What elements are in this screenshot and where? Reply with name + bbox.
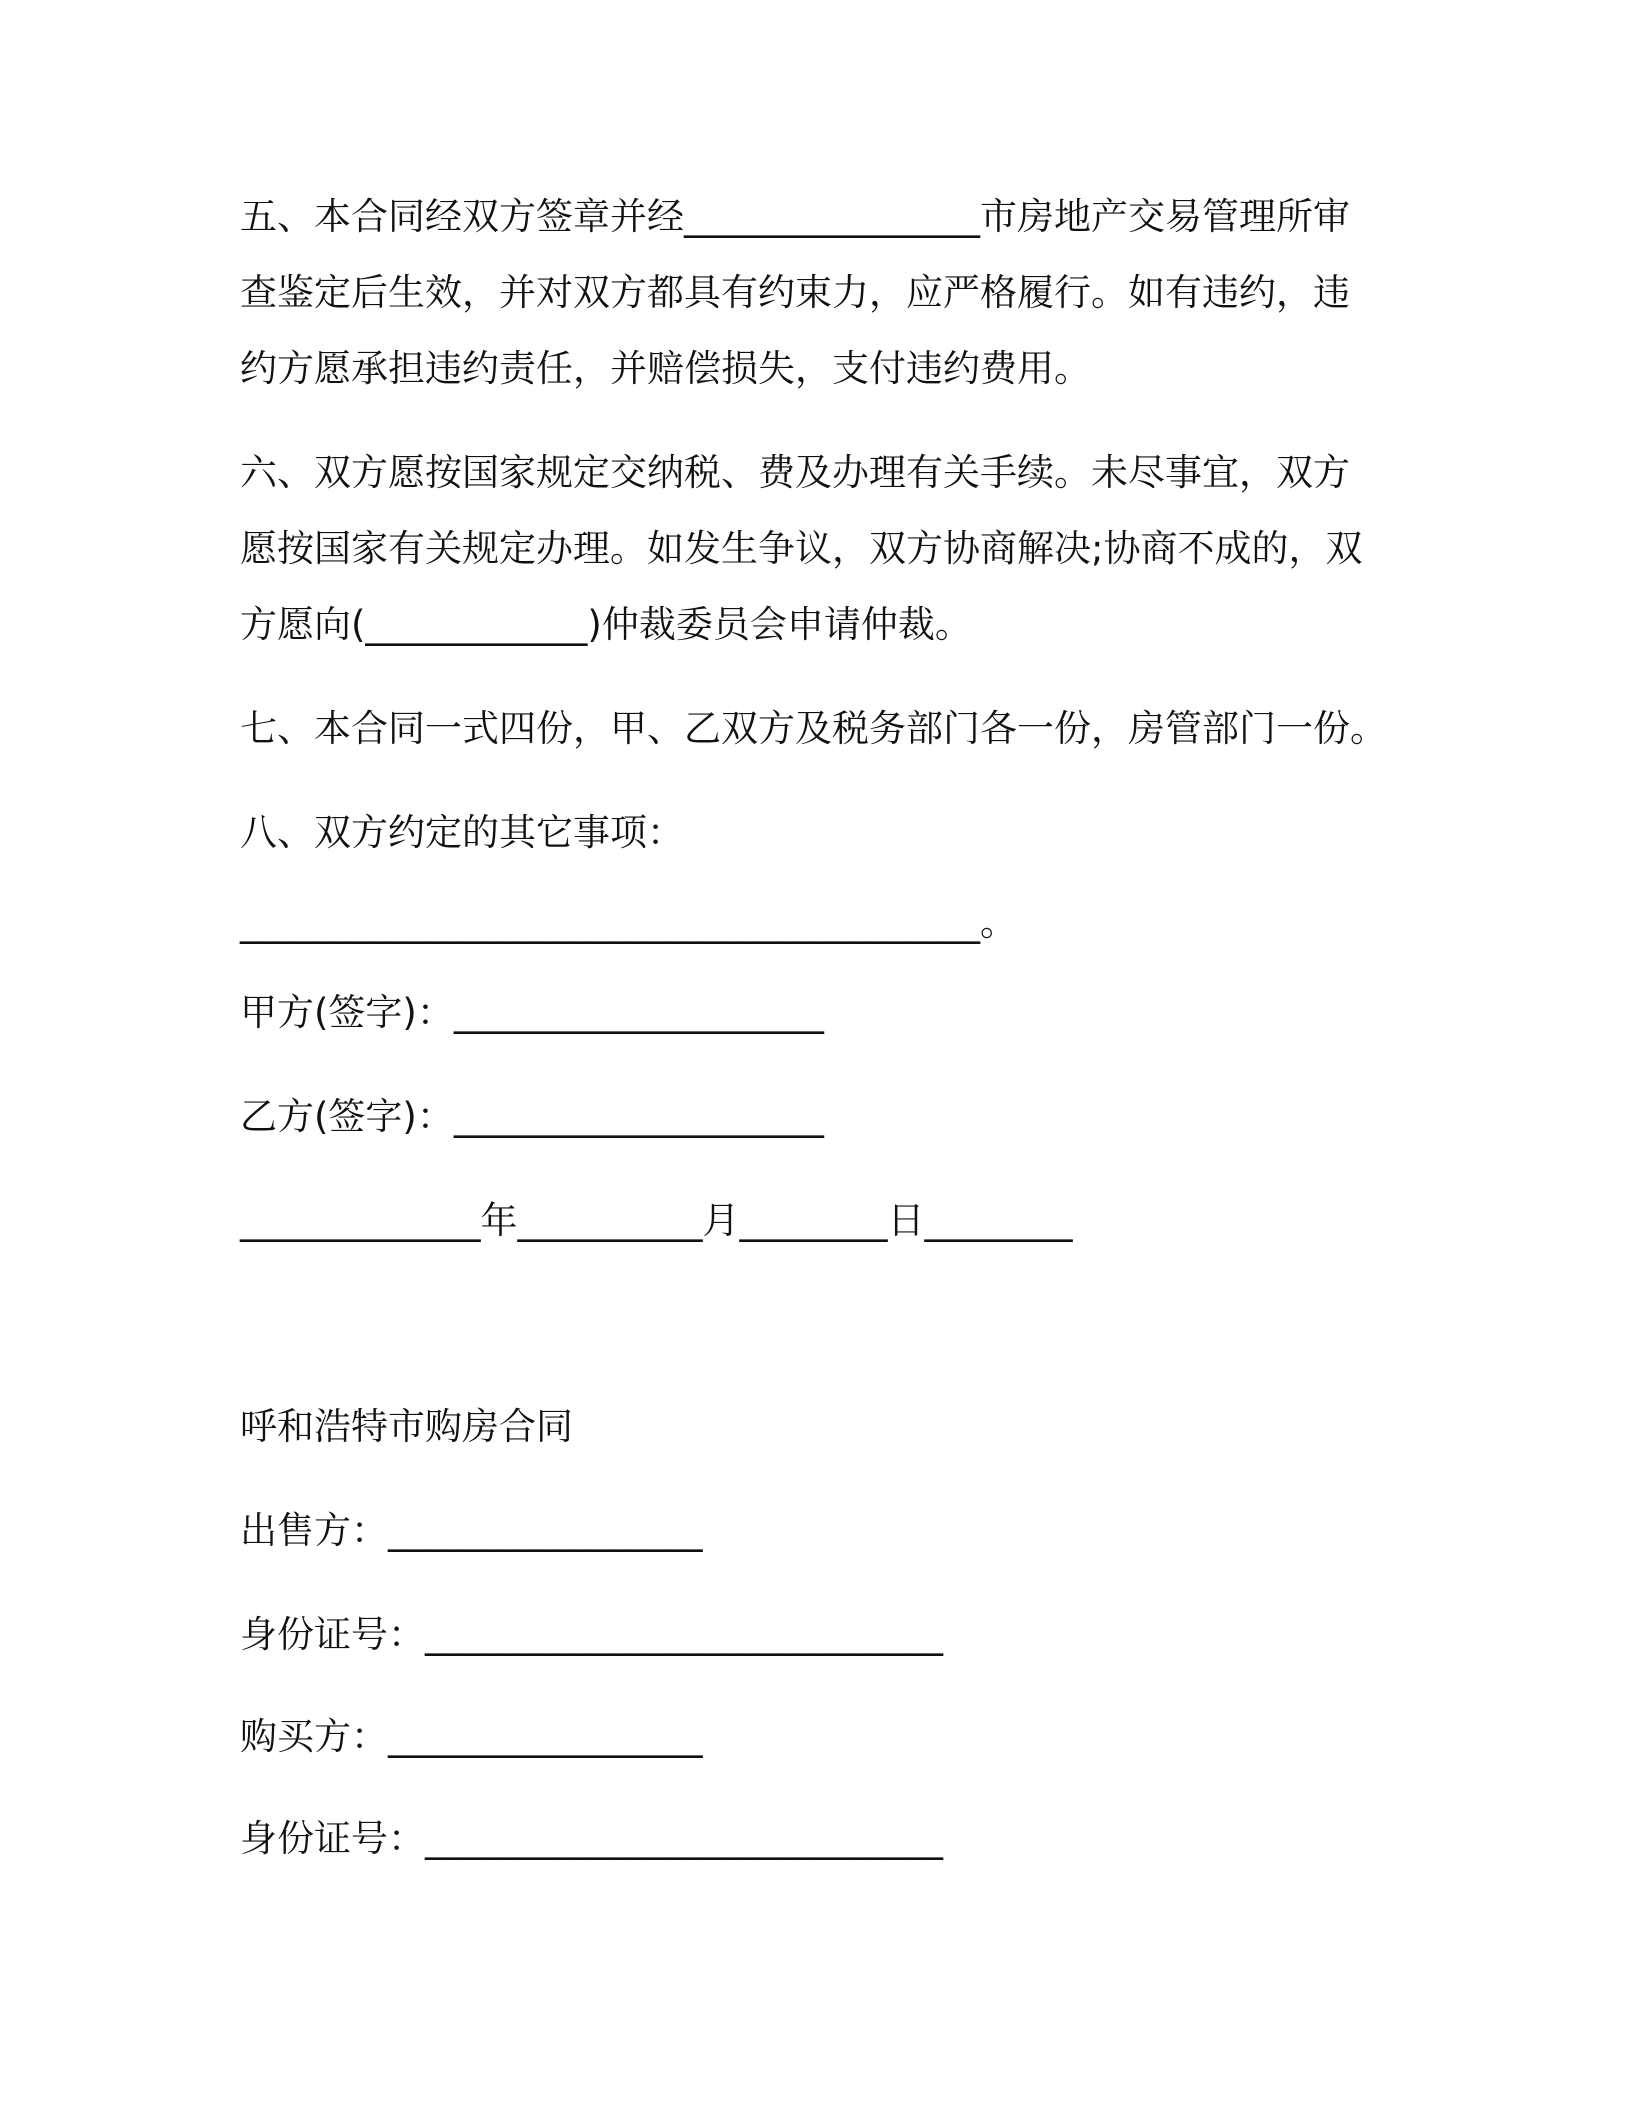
clause-8: 八、双方约定的其它事项： — [240, 811, 684, 854]
clause-8-blank: ________________________________________。 — [240, 901, 1017, 944]
party-a-signature: 甲方(签字)：____________________ — [240, 991, 824, 1034]
seller-line: 出售方：_________________ — [240, 1509, 703, 1552]
date-line: _____________年__________月________日________ — [240, 1199, 1073, 1242]
buyer-id-line: 身份证号：____________________________ — [240, 1817, 943, 1860]
clause-7: 七、本合同一式四份，甲、乙双方及税务部门各一份，房管部门一份。 — [240, 707, 1387, 750]
clause-5-line-2: 查鉴定后生效，并对双方都具有约束力，应严格履行。如有违约，违 — [240, 271, 1350, 314]
clause-6-line-1: 六、双方愿按国家规定交纳税、费及办理有关手续。未尽事宜，双方 — [240, 451, 1350, 494]
clause-6-line-3: 方愿向(____________)仲裁委员会申请仲裁。 — [240, 603, 972, 646]
contract-title: 呼和浩特市购房合同 — [240, 1405, 573, 1448]
clause-6-line-2: 愿按国家有关规定办理。如发生争议，双方协商解决;协商不成的，双 — [240, 527, 1363, 570]
clause-5-line-3: 约方愿承担违约责任，并赔偿损失，支付违约费用。 — [240, 347, 1091, 390]
seller-id-line: 身份证号：____________________________ — [240, 1613, 943, 1656]
clause-5-line-1: 五、本合同经双方签章并经________________市房地产交易管理所审 — [240, 195, 1350, 238]
buyer-line: 购买方：_________________ — [240, 1715, 703, 1758]
party-b-signature: 乙方(签字)：____________________ — [240, 1095, 824, 1138]
